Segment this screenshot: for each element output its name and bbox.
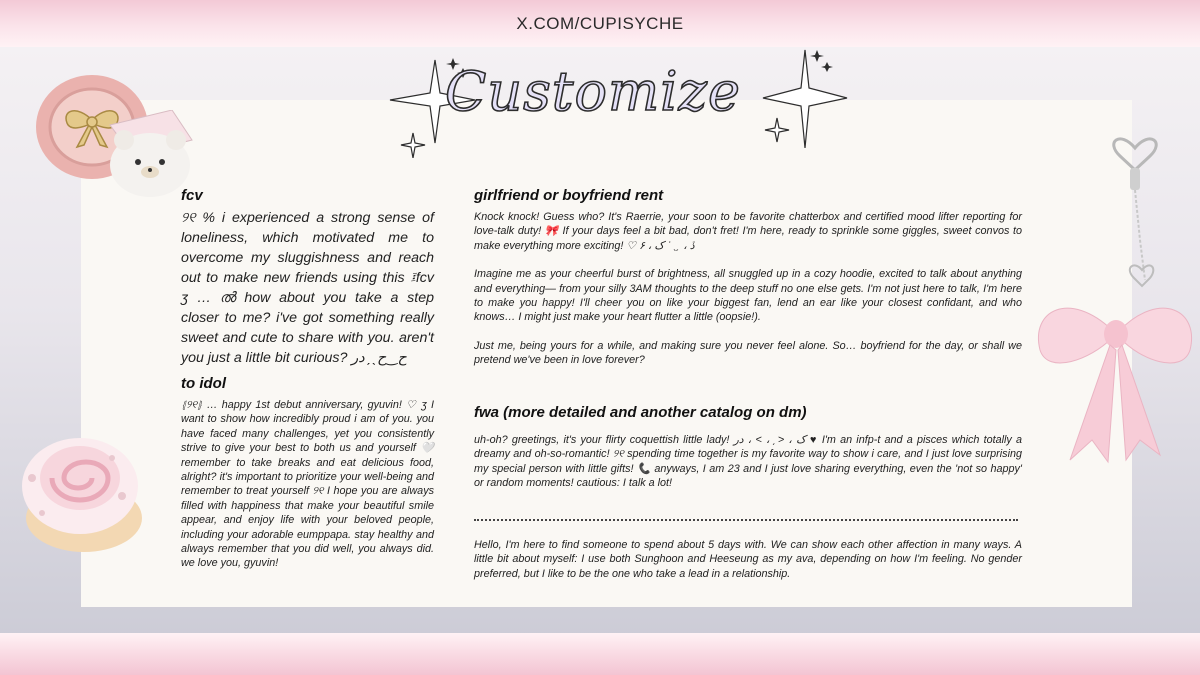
fcv-heading: fcv	[181, 187, 203, 204]
request-description: Hello, I'm here to find someone to spend about 5 days with. We can show each other affection in many ways. A little bit about myself: I use both Sunghoon and Heeseung as my ava, depending on how I'm feeling. No gender preferred, but I like to be the one who take a lead in a relationship.	[474, 539, 1022, 580]
page-title: Customize	[445, 60, 741, 123]
rent-heading: girlfriend or boyfriend rent	[474, 187, 664, 204]
bottom-banner	[0, 633, 1200, 675]
rent-paragraph-1: Knock knock! Guess who? It's Raerrie, your soon to be favorite chatterbox and certified mood lifter reporting for love-talk duty! 🎀 If your days feel a bit bad, don't fret! I'm here, ready to sprinkle some giggles, sweet convos to make everything more exciting! ♡ ک ، ۶ ʾ ˎ ̗ ، ڏ	[474, 211, 1022, 252]
title-block	[385, 48, 850, 158]
idol-heading: to idol	[181, 375, 226, 392]
site-url: X.COM/CUPISYCHE	[516, 13, 684, 33]
rent-paragraph-3: Just me, being yours for a while, and making sure you never feel alone. So… boyfriend for the day, or shall we pretend we've been in love forever?	[474, 339, 1022, 367]
idol-description: ⦃୨୧⦄ … happy 1st debut anniversary, gyuvin! ♡ ʒ I want to show how incredibly proud i am of you. you have faced many challenges, yet you consistently strive to give your best to both us and yourself 🤍 remember to take breaks and eat delicious food, alright? it's important to prioritize your well-being and remember to treat yourself ୨୧ I hope you are always filled with happiness that make your beautiful smile appear, and enjoy life with your beloved people, including your adorable eumppapa. stay healthy and always remember that you did well, you always did. we love you, gyuvin!	[181, 399, 434, 570]
pink-ribbon-icon	[1030, 290, 1200, 470]
cake-icon	[12, 418, 152, 558]
rent-description	[474, 210, 1022, 382]
rent-paragraph-2: Imagine me as your cheerful burst of brightness, all snuggled up in a cozy hoodie, excited to talk about anything and everything— from your silly 3AM thoughts to the deep stuff no one else gets. I'm not just here to talk, I'm here to make you happy! I'll cheer you on like your biggest fan, lend an ear like your closest confidant, and who knows… I might just make your heart flutter a little (oopsie!).	[474, 268, 1022, 324]
top-banner	[0, 0, 1200, 47]
fwa-heading: fwa (more detailed and another catalog on dm)	[474, 404, 807, 421]
dotted-divider	[474, 519, 1018, 521]
fcv-description: ୨୧ % i experienced a strong sense of loneliness, which motivated me to overcome my sluggishness and reach out to make new friends using this ፤fcv ʒ … ൽ how about you take a step closer to me? i've got something really sweet and cute to share with you. aren't you just a little bit curious? ح‿حˎ ̗ در	[181, 210, 434, 366]
fwa-description: uh-oh? greetings, it's your flirty coquettish little lady! ک ، ˃ ̗ ، ˂ ، در ♥ I'm an infp-t and a pisces which totally a dreamy and oh-so-romantic! ୨୧ spending time together is my favorite way to show i care, and I just love surprising my special person with little gifts! 📞 anyways, I am 23 and I just love sharing everything, even the 'not so happy' or random moments! cautious: I talk a lot!	[474, 434, 1022, 490]
